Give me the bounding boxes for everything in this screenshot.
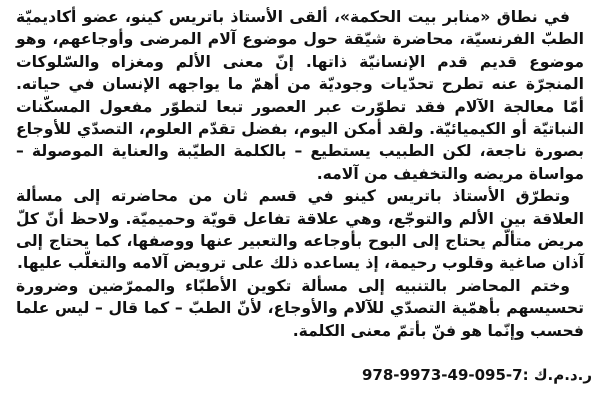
paragraph-pain-expression: وتطرّق الأستاذ باتريس كينو في قسم ثان من محاضرته إلى مسألة العلاقة بين الألم والتوجّع، وهي علاقة تفاعل قويّة وحميميّة. ولاحظ أنّ كلّ مريض متألّم يحتاج إلى البوح بأوجاعه والتعبير عنها ووصفها، كما يحتاج إلى آذان صاغية وقلوب رحيمة، إذ يساعده ذلك على ترويض آلامه والتغلّب عليها. — [16, 187, 584, 273]
isbn-line — [362, 366, 592, 384]
isbn-number: 978-9973-49-095-7 — [362, 366, 523, 384]
isbn-label: ر.د.م.ك : — [522, 366, 592, 384]
paragraph-intro: في نطاق «منابر بيت الحكمة»، ألقى الأستاذ باتريس كينو، عضو أكاديميّة الطبّ الفرنسيّة، محاضرة شيّقة حول موضوع آلام المرضى وأوجاعهم، وهو موضوع قديم قدم الإنسانيّة ذاتها. إنّ معنى الألم ومغزاه والسّلوكات المنجرّة عنه تطرح تحدّيات وجوديّة من أهمّ ما يواجهه الإنسان في حياته. أمّا معالجة الآلام فقد تطوّرت عبر العصور تبعا لتطوّر مفعول المسكّنات النباتيّة أو الكيميائيّة. ولقد أمكن اليوم، بفضل تقدّم العلوم، التصدّي للأوجاع بصورة ناجعة، لكن الطبيب يستطيع – بالكلمة الطيّبة والعناية الموصولة – مواساة مريضه والتخفيف من آلامه. — [16, 8, 584, 183]
paragraph-conclusion: وختم المحاضر بالتنبيه إلى مسألة تكوين الأطبّاء والممرّضين وضرورة تحسيسهم بأهمّية التصدّي للآلام والأوجاع، لأنّ الطبّ – كما قال – ليس علما فحسب وإنّما هو فنّ بأتمّ معنى الكلمة. — [16, 276, 584, 340]
article-body — [16, 6, 584, 342]
